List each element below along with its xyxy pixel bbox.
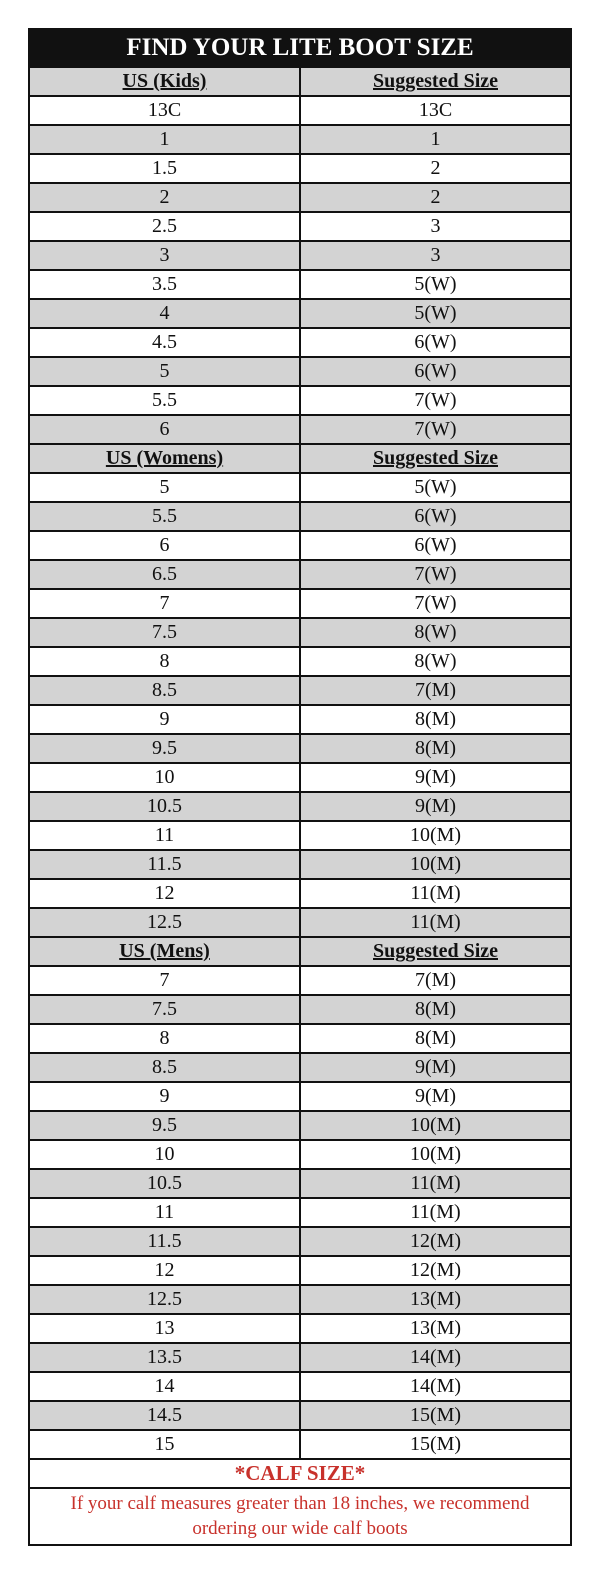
table-row <box>30 821 570 850</box>
suggested-size-cell: 9(M) <box>300 1082 570 1111</box>
suggested-size-cell: 12(M) <box>300 1227 570 1256</box>
shoe-size-cell: 6.5 <box>30 560 300 589</box>
suggested-size-cell: 7(M) <box>300 676 570 705</box>
suggested-size-cell: 2 <box>300 183 570 212</box>
table-row <box>30 1227 570 1256</box>
table-row <box>30 502 570 531</box>
suggested-size-cell: 15(M) <box>300 1430 570 1459</box>
section-header-size-label: US (Kids) <box>30 68 300 96</box>
table-row <box>30 1343 570 1372</box>
suggested-size-cell: 6(W) <box>300 502 570 531</box>
size-chart <box>28 28 572 1546</box>
shoe-size-cell: 12.5 <box>30 1285 300 1314</box>
suggested-size-cell: 7(W) <box>300 560 570 589</box>
shoe-size-cell: 11.5 <box>30 1227 300 1256</box>
shoe-size-cell: 7.5 <box>30 618 300 647</box>
suggested-size-cell: 9(M) <box>300 792 570 821</box>
table-row <box>30 328 570 357</box>
suggested-size-cell: 8(W) <box>300 618 570 647</box>
suggested-size-cell: 11(M) <box>300 879 570 908</box>
shoe-size-cell: 5.5 <box>30 502 300 531</box>
suggested-size-cell: 10(M) <box>300 1111 570 1140</box>
suggested-size-cell: 3 <box>300 212 570 241</box>
table-row <box>30 299 570 328</box>
shoe-size-cell: 5.5 <box>30 386 300 415</box>
shoe-size-cell: 9 <box>30 1082 300 1111</box>
table-row <box>30 415 570 444</box>
shoe-size-cell: 14.5 <box>30 1401 300 1430</box>
size-table <box>30 68 570 1460</box>
suggested-size-cell: 6(W) <box>300 328 570 357</box>
shoe-size-cell: 10.5 <box>30 1169 300 1198</box>
section-header-suggested-label: Suggested Size <box>300 68 570 96</box>
table-row <box>30 1314 570 1343</box>
table-row <box>30 676 570 705</box>
shoe-size-cell: 2 <box>30 183 300 212</box>
shoe-size-cell: 13C <box>30 96 300 125</box>
suggested-size-cell: 8(M) <box>300 1024 570 1053</box>
suggested-size-cell: 8(M) <box>300 995 570 1024</box>
suggested-size-cell: 3 <box>300 241 570 270</box>
shoe-size-cell: 13 <box>30 1314 300 1343</box>
table-row <box>30 589 570 618</box>
suggested-size-cell: 14(M) <box>300 1372 570 1401</box>
shoe-size-cell: 9.5 <box>30 734 300 763</box>
table-row <box>30 995 570 1024</box>
calf-size-title: *CALF SIZE* <box>30 1460 570 1489</box>
suggested-size-cell: 9(M) <box>300 1053 570 1082</box>
suggested-size-cell: 7(W) <box>300 589 570 618</box>
shoe-size-cell: 7 <box>30 589 300 618</box>
table-row <box>30 270 570 299</box>
suggested-size-cell: 8(M) <box>300 705 570 734</box>
table-row <box>30 386 570 415</box>
suggested-size-cell: 13(M) <box>300 1314 570 1343</box>
shoe-size-cell: 8.5 <box>30 676 300 705</box>
suggested-size-cell: 8(M) <box>300 734 570 763</box>
table-row <box>30 96 570 125</box>
table-row <box>30 763 570 792</box>
table-row <box>30 1053 570 1082</box>
suggested-size-cell: 11(M) <box>300 1169 570 1198</box>
calf-size-section <box>30 1460 570 1544</box>
shoe-size-cell: 4.5 <box>30 328 300 357</box>
shoe-size-cell: 8 <box>30 1024 300 1053</box>
shoe-size-cell: 3 <box>30 241 300 270</box>
suggested-size-cell: 11(M) <box>300 908 570 937</box>
shoe-size-cell: 12 <box>30 1256 300 1285</box>
section-header-suggested-label: Suggested Size <box>300 444 570 473</box>
table-row <box>30 1140 570 1169</box>
suggested-size-cell: 10(M) <box>300 850 570 879</box>
shoe-size-cell: 1.5 <box>30 154 300 183</box>
table-row <box>30 357 570 386</box>
table-row <box>30 241 570 270</box>
shoe-size-cell: 13.5 <box>30 1343 300 1372</box>
table-row <box>30 1372 570 1401</box>
table-row <box>30 1169 570 1198</box>
shoe-size-cell: 5 <box>30 357 300 386</box>
table-row <box>30 212 570 241</box>
shoe-size-cell: 6 <box>30 531 300 560</box>
table-row <box>30 734 570 763</box>
suggested-size-cell: 7(W) <box>300 386 570 415</box>
table-row <box>30 531 570 560</box>
section-header <box>30 68 570 96</box>
table-row <box>30 879 570 908</box>
suggested-size-cell: 13(M) <box>300 1285 570 1314</box>
table-row <box>30 1198 570 1227</box>
suggested-size-cell: 1 <box>300 125 570 154</box>
shoe-size-cell: 12 <box>30 879 300 908</box>
shoe-size-cell: 2.5 <box>30 212 300 241</box>
table-row <box>30 1285 570 1314</box>
table-row <box>30 1401 570 1430</box>
shoe-size-cell: 10 <box>30 763 300 792</box>
calf-size-note: If your calf measures greater than 18 inches, we recommend ordering our wide calf boots <box>70 1493 530 1539</box>
shoe-size-cell: 10.5 <box>30 792 300 821</box>
shoe-size-cell: 11 <box>30 821 300 850</box>
suggested-size-cell: 7(W) <box>300 415 570 444</box>
shoe-size-cell: 9.5 <box>30 1111 300 1140</box>
shoe-size-cell: 11.5 <box>30 850 300 879</box>
shoe-size-cell: 9 <box>30 705 300 734</box>
table-row <box>30 966 570 995</box>
table-row <box>30 183 570 212</box>
table-row <box>30 908 570 937</box>
suggested-size-cell: 2 <box>300 154 570 183</box>
suggested-size-cell: 13C <box>300 96 570 125</box>
suggested-size-cell: 15(M) <box>300 1401 570 1430</box>
table-row <box>30 1111 570 1140</box>
shoe-size-cell: 15 <box>30 1430 300 1459</box>
table-row <box>30 647 570 676</box>
table-row <box>30 1082 570 1111</box>
shoe-size-cell: 8.5 <box>30 1053 300 1082</box>
chart-title: FIND YOUR LITE BOOT SIZE <box>30 30 570 68</box>
table-row <box>30 1024 570 1053</box>
shoe-size-cell: 3.5 <box>30 270 300 299</box>
suggested-size-cell: 12(M) <box>300 1256 570 1285</box>
suggested-size-cell: 6(W) <box>300 531 570 560</box>
suggested-size-cell: 5(W) <box>300 473 570 502</box>
suggested-size-cell: 11(M) <box>300 1198 570 1227</box>
shoe-size-cell: 1 <box>30 125 300 154</box>
shoe-size-cell: 7 <box>30 966 300 995</box>
shoe-size-cell: 8 <box>30 647 300 676</box>
suggested-size-cell: 14(M) <box>300 1343 570 1372</box>
shoe-size-cell: 7.5 <box>30 995 300 1024</box>
shoe-size-cell: 5 <box>30 473 300 502</box>
section-header-size-label: US (Womens) <box>30 444 300 473</box>
table-row <box>30 705 570 734</box>
section-header <box>30 937 570 966</box>
suggested-size-cell: 5(W) <box>300 270 570 299</box>
table-row <box>30 154 570 183</box>
suggested-size-cell: 10(M) <box>300 1140 570 1169</box>
suggested-size-cell: 8(W) <box>300 647 570 676</box>
section-header <box>30 444 570 473</box>
shoe-size-cell: 11 <box>30 1198 300 1227</box>
shoe-size-cell: 6 <box>30 415 300 444</box>
table-row <box>30 125 570 154</box>
suggested-size-cell: 10(M) <box>300 821 570 850</box>
table-row <box>30 1430 570 1459</box>
shoe-size-cell: 12.5 <box>30 908 300 937</box>
section-header-size-label: US (Mens) <box>30 937 300 966</box>
table-row <box>30 560 570 589</box>
suggested-size-cell: 5(W) <box>300 299 570 328</box>
shoe-size-cell: 4 <box>30 299 300 328</box>
table-row <box>30 792 570 821</box>
table-row <box>30 618 570 647</box>
suggested-size-cell: 6(W) <box>300 357 570 386</box>
section-header-suggested-label: Suggested Size <box>300 937 570 966</box>
table-row <box>30 850 570 879</box>
table-row <box>30 473 570 502</box>
shoe-size-cell: 10 <box>30 1140 300 1169</box>
suggested-size-cell: 9(M) <box>300 763 570 792</box>
table-row <box>30 1256 570 1285</box>
shoe-size-cell: 14 <box>30 1372 300 1401</box>
suggested-size-cell: 7(M) <box>300 966 570 995</box>
